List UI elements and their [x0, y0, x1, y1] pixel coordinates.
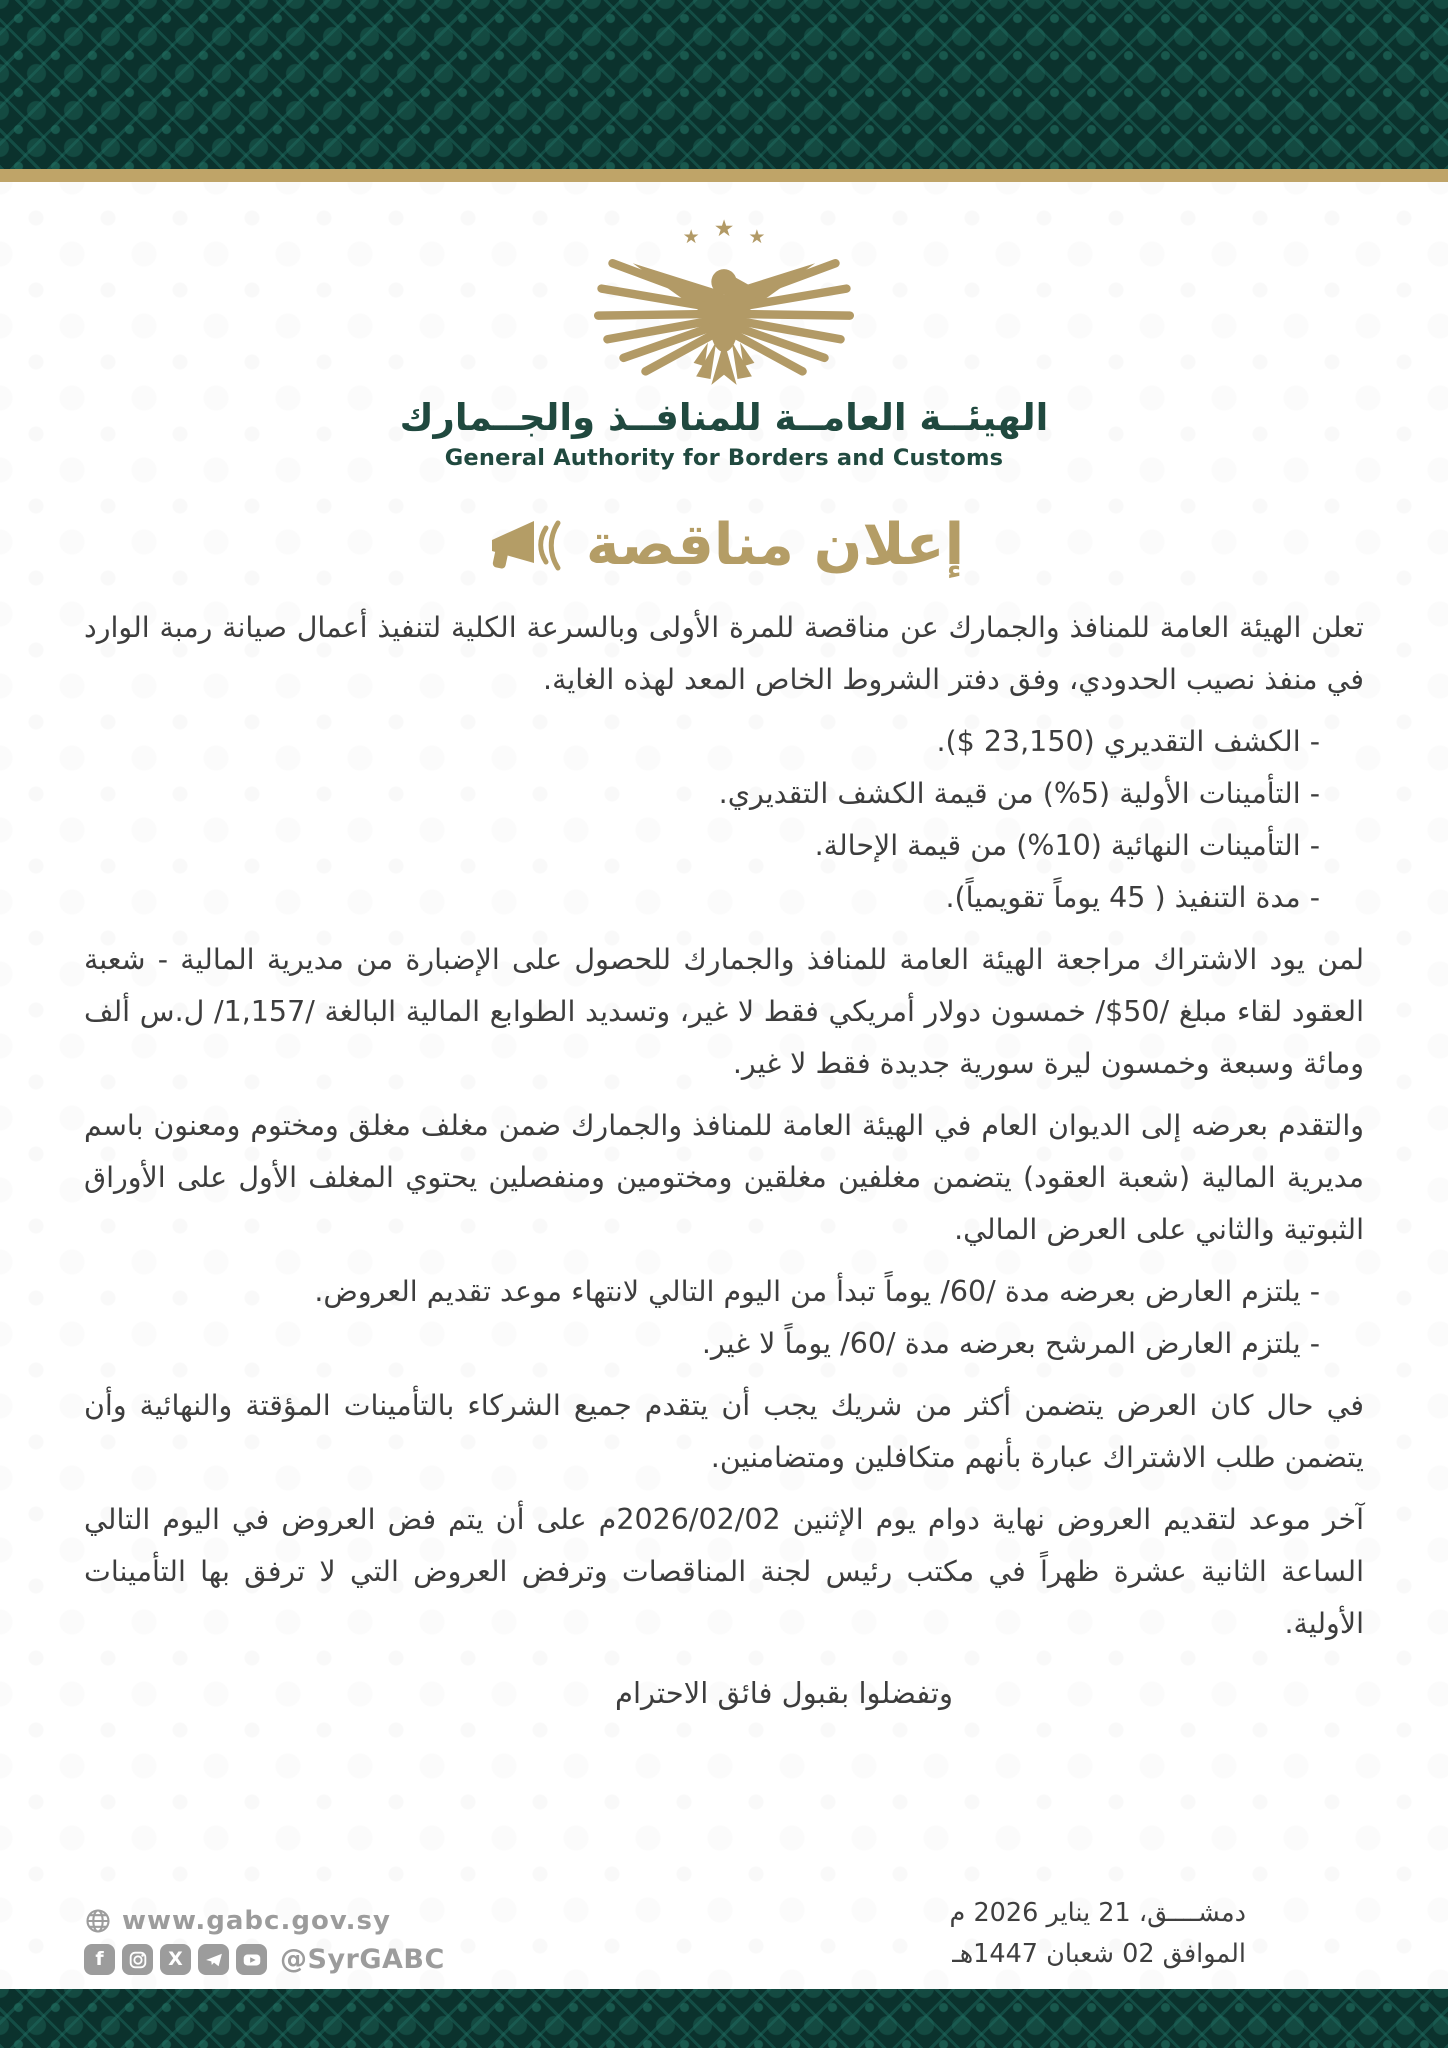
globe-icon — [84, 1907, 112, 1935]
list-item: - الكشف التقديري (23,150 $). — [936, 724, 1320, 758]
footer-row — [84, 1893, 1364, 1975]
header-pattern-band — [0, 0, 1448, 169]
youtube-icon[interactable] — [236, 1944, 267, 1975]
date-hijri: الموافق 02 شعبان 1447هـ — [952, 1939, 1246, 1970]
list-item: - يلتزم العارض بعرضه مدة /60/ يوماً تبدأ من اليوم التالي لانتهاء موعد تقديم العروض. — [314, 1274, 1320, 1308]
gold-divider — [0, 169, 1448, 182]
paragraph-partners: في حال كان العرض يتضمن أكثر من شريك يجب أن يتقدم جميع الشركاء بالتأمينات المؤقتة والنهائية وأن يتضمن طلب الاشتراك عبارة بأنهم متكافلين ومتضامنين. — [84, 1388, 1364, 1474]
date-block — [950, 1893, 1246, 1975]
megaphone-icon — [484, 514, 570, 578]
paragraph-intro: تعلن الهيئة العامة للمنافذ والجمارك عن مناقصة للمرة الأولى وبالسرعة الكلية لتنفيذ أعمال صيانة رمبة الوارد في منفذ نصيب الحدودي، وفق دفتر الشروط الخاص المعد لهذه الغاية. — [84, 610, 1364, 696]
list-item: - مدة التنفيذ ( 45 يوماً تقويمياً). — [945, 880, 1320, 914]
social-handle[interactable]: @SyrGABC — [280, 1944, 445, 1975]
contact-block — [84, 1906, 445, 1975]
org-name-arabic: الهيئــة العامــة للمنافــذ والجــمارك — [399, 396, 1049, 439]
list-item: - يلتزم العارض المرشح بعرضه مدة /60/ يوماً لا غير. — [701, 1326, 1320, 1360]
paragraph-submission: والتقدم بعرضه إلى الديوان العام في الهيئة العامة للمنافذ والجمارك ضمن مغلف مغلق ومختوم ومعنون باسم مديرية المالية (شعبة العقود) يتضمن مغلفين مغلقين ومختومين ومنفصلين يحتوي المغلف الأول على الأوراق الثبوتية والثاني على العرض المالي. — [84, 1108, 1364, 1246]
letterhead — [84, 218, 1364, 474]
list-item: - التأمينات الأولية (5%) من قيمة الكشف التقديري. — [718, 776, 1320, 810]
org-name-english: General Authority for Borders and Customs — [444, 445, 1004, 472]
telegram-icon[interactable] — [198, 1944, 229, 1975]
website-link[interactable]: www.gabc.gov.sy — [122, 1906, 391, 1936]
list-item: - التأمينات النهائية (10%) من قيمة الإحالة. — [814, 828, 1320, 862]
tender-terms-list — [84, 716, 1364, 924]
announcement-title: إعلان مناقصة — [585, 512, 965, 579]
facebook-icon[interactable]: f — [84, 1944, 115, 1975]
announcement-title-row — [84, 514, 1364, 578]
paragraph-participation: لمن يود الاشتراك مراجعة الهيئة العامة للمنافذ والجمارك للحصول على الإضبارة من مديرية المالية - شعبة العقود لقاء مبلغ /50$/ خمسون دولار أمريكي فقط لا غير، وتسديد الطوابع المالية البالغة /1,157/ ل.س ألف ومائة وسبعة وخمسون ليرة سورية جديدة فقط لا غير. — [84, 942, 1364, 1080]
closing-salutation: وتفضلوا بقبول فائق الاحترام — [615, 1675, 953, 1710]
instagram-icon[interactable] — [122, 1944, 153, 1975]
document-body — [0, 182, 1448, 1989]
eagle-emblem-icon — [578, 243, 870, 395]
paragraph-deadline: آخر موعد لتقديم العروض نهاية دوام يوم الإثنين 2026/02/02م على أن يتم فض العروض في اليوم التالي الساعة الثانية عشرة ظهراً في مكتب رئيس لجنة المناقصات وترفض العروض التي لا ترفق بها التأمينات الأولية. — [84, 1502, 1364, 1640]
offer-validity-list — [84, 1266, 1364, 1370]
date-gregorian: دمشــــق، 21 يناير 2026 م — [949, 1898, 1246, 1929]
x-icon[interactable]: X — [160, 1944, 191, 1975]
stars-decoration: ★ ★ ★ — [682, 216, 766, 248]
footer-pattern-band — [0, 1989, 1448, 2048]
